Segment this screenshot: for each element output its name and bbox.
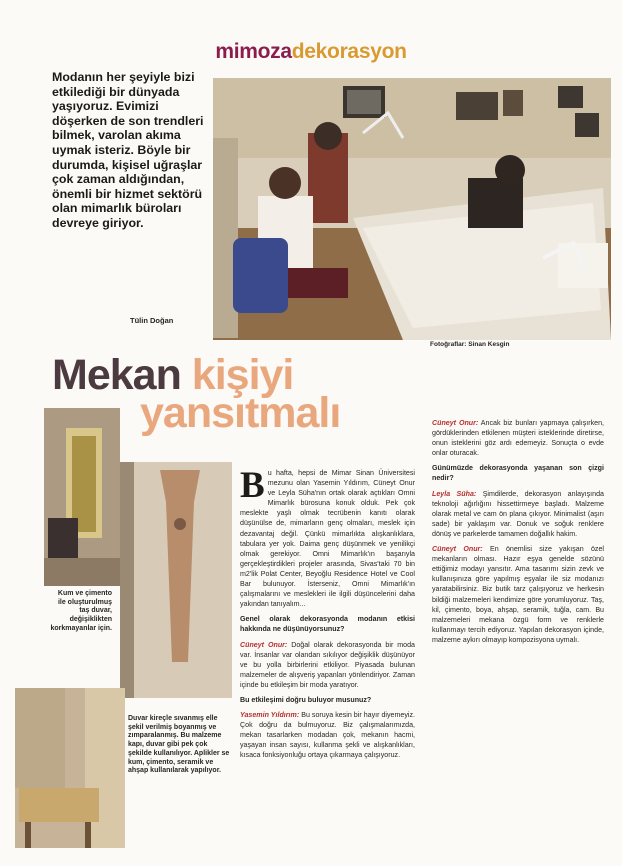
question-3: Günümüzde dekorasyonda yaşanan son çizgi nedir? <box>432 464 604 483</box>
photo-credit: Fotoğraflar: Sinan Kesgin <box>430 341 510 348</box>
intro-text: Modanın her şeyiyle bizi etkilediği bir dünyada yaşıyoruz. Evimizi döşerken de son trendleri bilmek, varolan akıma uymak isteriz. Böyle bir durumda, kişisel uğraşlar çok zaman aldığından, önemli bir hizmet sektörü olan mimarlık büroları devreye giriyor. <box>52 70 204 230</box>
article-title-line2: yansıtmalı <box>140 389 341 437</box>
article-title-word1: Mekan <box>52 351 181 399</box>
article-column-1 <box>240 465 415 766</box>
room-photo <box>15 688 125 848</box>
speaker-5: Cüneyt Onur: <box>432 545 483 554</box>
speaker-1: Cüneyt Onur: <box>240 640 288 649</box>
article-title-word2: kişiyi <box>191 351 294 399</box>
answer-1-text: Doğal olarak dekorasyonda bir moda var. İnsanlar var olandan sıkılıyor değişiklik düşünüyor ve bu yolla birbirlerini etkiliyor. Piyasada bulunan malzemeler de alışveriş yapanları yönlendiriyor. Zaman içinde bu etkileşim bir moda yaratıyor. <box>240 640 415 689</box>
caption-plaster-wall: Duvar kireçle sıvanmış elle şekil verilmiş boyanmış ve zımparalanmış. Bu malzeme kapı, duvar gibi pek çok şekilde kullanılıyor. Aplikler se kum, çimento, seramik ve ahşap kullanılarak yapılıyor. <box>128 715 230 775</box>
article-intro-text: u hafta, hepsi de Mimar Sinan Üniversitesi mezunu olan Yasemin Yıldırım, Cüneyt Onur ve Leyla Süha'nın ortak olarak açtıkları Omni Mimarlık bürosuna konuk olduk. Pek çok meslekte yaşlı olmak tecrübenin kanıtı olarak düşünülse de, mimarların genç olmaları, meslek için dezavantaj değil. Çünkü mimarlıkta alışkanlıklara, tabulara yer yok. Daima genç düşünmek ve yenilikçi olmak gerekiyor. Omni Mimarlık'ın başarıyla gerçekleştirdikleri projeler arasında, Sivas'taki 70 bin m2'lik Polat Center, Beyoğlu Residence Hotel ve Cool Bar bulunuyor. İsterseniz, Omni Mimarlık'ın çalışmalarını ve meslekleri ile ilgili düşüncelerini daha yakından tanıyalım... <box>240 469 415 609</box>
answer-5-text: En önemlisi size yakışan özel mekanların olması. Hazır eşya genelde sözünü ettiğimiz modayı yansıtır. Ama tasarımı sizin zevk ve kullanışınıza göre yapılmış eşyalar ile siz modanızı yaratabilirsiniz. Biz butik tarz çalışıyoruz ve herkesin bildiği malzemeleri kendimize göre yorumluyoruz. Taş, kil, çimento, boya, ahşap, seramik, tuğla, cam. Bu malzemeleri mekana özgü form ve renklerle kullanmayı tercih ediyoruz. Yapılan dekorasyon içinde, malzeme aykırı olmayıp kompozisyona uymalı. <box>432 545 604 644</box>
answer-3 <box>432 418 604 458</box>
room-illustration <box>15 688 125 848</box>
section-header <box>0 40 622 64</box>
office-photo-illustration <box>213 78 611 340</box>
article-column-2 <box>432 418 604 650</box>
answer-5 <box>432 544 604 645</box>
stone-wall-photo <box>44 408 120 586</box>
stone-wall-illustration <box>44 408 120 586</box>
article-intro-paragraph <box>240 465 415 609</box>
speaker-4: Leyla Süha: <box>432 489 477 498</box>
plaster-column-illustration <box>120 462 232 698</box>
speaker-2: Yasemin Yıldırım: <box>240 711 300 720</box>
answer-2-start <box>240 710 415 760</box>
plaster-column-photo <box>120 462 232 698</box>
section-header-part2: dekorasyon <box>291 40 407 63</box>
caption-stone-wall: Kum ve çimento ile oluşturulmuş taş duvar, değişiklikten korkmayanlar için. <box>50 590 112 632</box>
question-1: Genel olarak dekorasyonda modanın etkisi hakkında ne düşünüyorsunuz? <box>240 615 415 634</box>
speaker-3: Cüneyt Onur: <box>432 419 479 427</box>
answer-4 <box>432 489 604 539</box>
author-name: Tülin Doğan <box>130 316 174 325</box>
section-header-part1: mimoza <box>215 40 292 63</box>
answer-1 <box>240 640 415 690</box>
answer-2-text: Bu soruya kesin bir hayır diyemeyiz. Çok doğru da bulmuyoruz. Biz çalışmalarımızda, mekan tasarlarken modadan çok, mekanın hacmi, yaşayan insan sayısı, kullanma şekli ve alışkanlıkları, kısaca fonksiyonluğu ortaya çıkarmaya çalışıyoruz. <box>240 711 415 760</box>
answer-4-text: Şimdilerde, dekorasyon anlayışında teknoloji ağırlığını hissettirmeye başladı. Malzeme olarak metal ve cam ön plana çıkıyor. Minimalist (aşırı sade) bir yaklaşım var. Donuk ve soğuk renklere dönüş ve parkelerde tamamen doğallık hakim. <box>432 489 604 538</box>
answer-3-text: Ancak biz bunları yapmaya çalışırken, gördüklerinden etkilenen müşteri isteklerinde diretirse, onun isteklerini göz ardı edemeyiz. Sonuçta o evde onlar oturacak. <box>432 419 604 458</box>
dropcap: B <box>240 465 265 506</box>
office-photo <box>213 78 611 340</box>
question-2: Bu etkileşimi doğru buluyor musunuz? <box>240 695 372 704</box>
